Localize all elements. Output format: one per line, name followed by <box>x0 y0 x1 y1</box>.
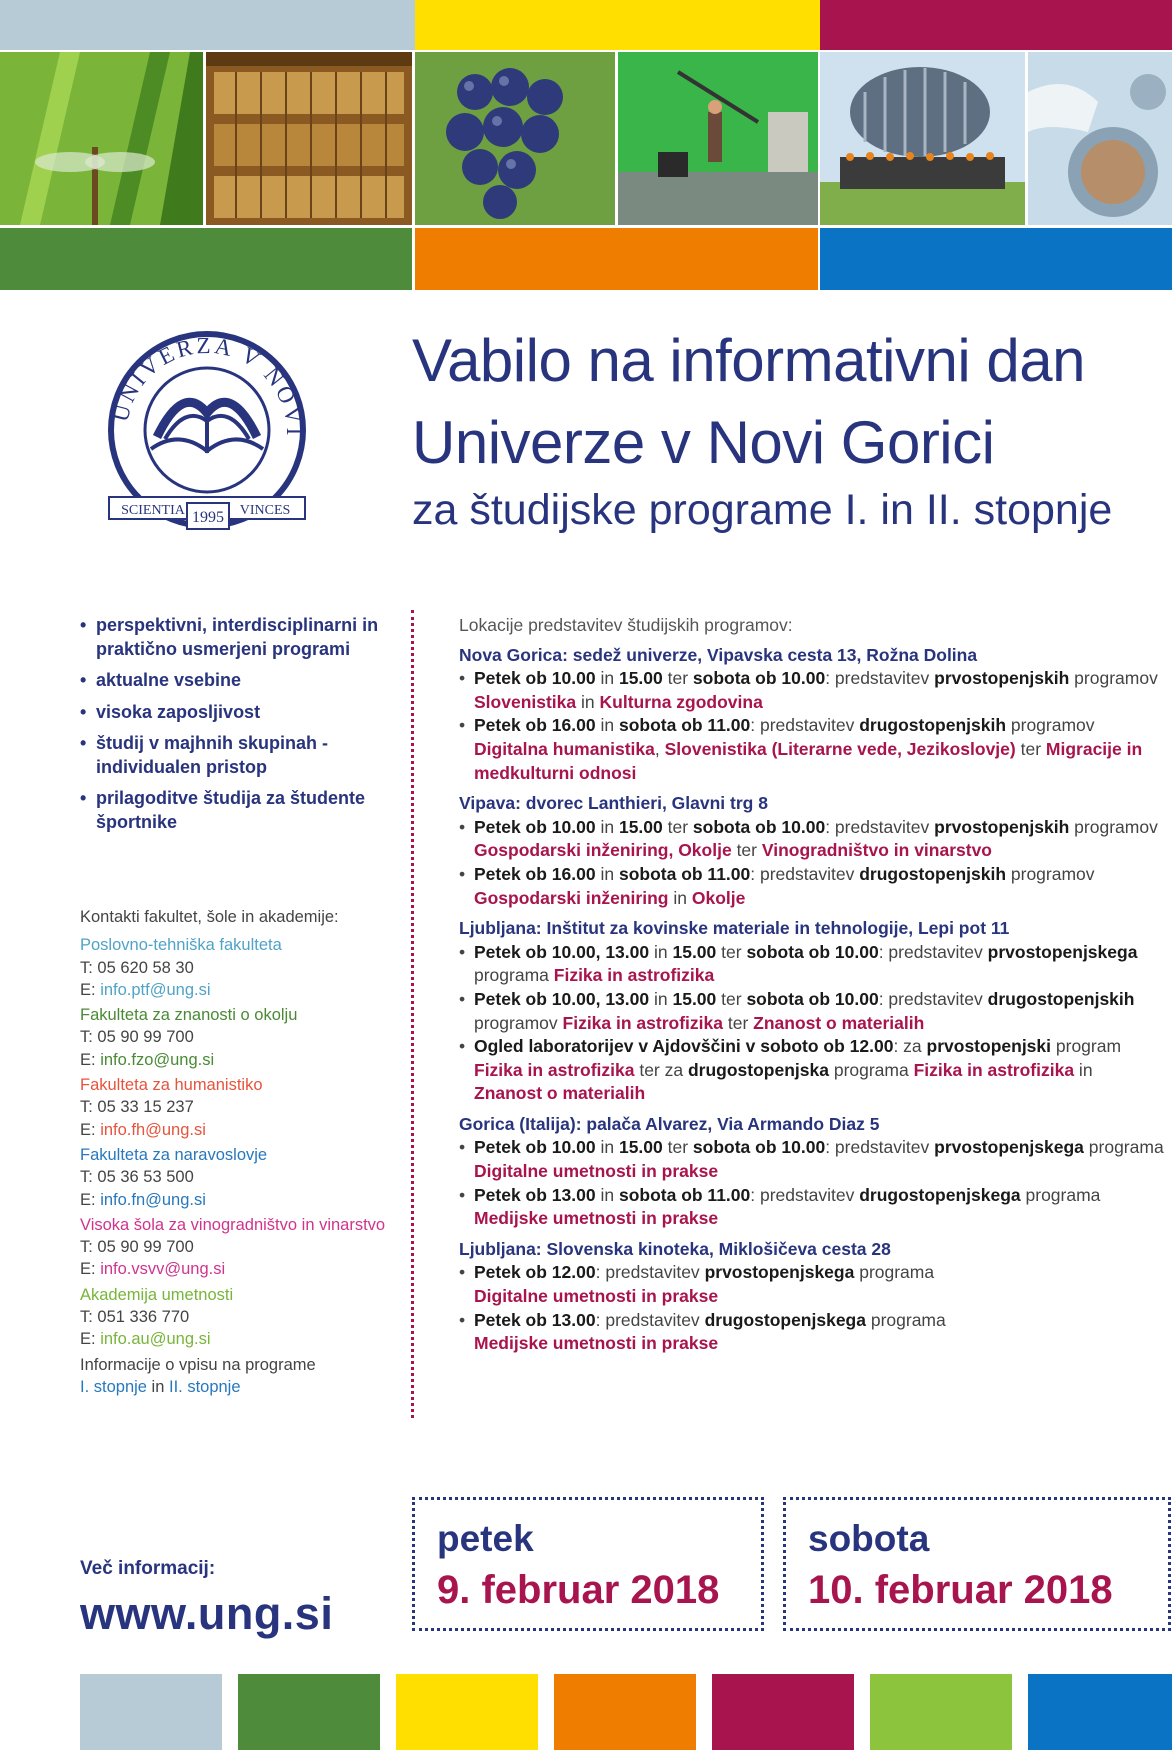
email-label: E: <box>80 1330 101 1349</box>
faculty-name[interactable]: Fakulteta za znanosti o okolju <box>80 1006 298 1025</box>
more-info-label: Več informacij: <box>80 1558 216 1579</box>
date-value: 10. februar 2018 <box>808 1568 1113 1612</box>
bottom-square-light-green <box>870 1674 1012 1750</box>
schedule-item: • Petek ob 13.00 in sobota ob 11.00: predstavitev drugostopenjskega programa Medijske umetnosti in prakse <box>459 1184 1164 1231</box>
email-label: E: <box>80 980 101 999</box>
schedule-item: • Petek ob 16.00 in sobota ob 11.00: predstavitev drugostopenjskih programov Gospodarski inženiring in Okolje <box>459 863 1164 910</box>
location-ljubljana-kinoteka <box>459 1238 1164 1356</box>
faculty-email-link[interactable]: info.fzo@ung.si <box>100 1050 215 1069</box>
location-heading: Nova Gorica: sedež univerze, Vipavska cesta 13, Rožna Dolina <box>459 644 978 665</box>
bottom-square-light-blue <box>80 1674 222 1750</box>
location-heading: Ljubljana: Inštitut za kovinske materiale in tehnologije, Lepi pot 11 <box>459 918 1010 939</box>
schedule-item: • Petek ob 13.00: predstavitev drugostopenjskega programa Medijske umetnosti in prakse <box>459 1309 1164 1356</box>
schedule-item: • Petek ob 10.00, 13.00 in 15.00 ter sobota ob 10.00: predstavitev drugostopenjskih programov Fizika in astrofizika ter Znanost o materialih <box>459 988 1164 1035</box>
faculty-phone: T: 05 90 99 700 <box>80 1028 194 1047</box>
bottom-square-orange <box>554 1674 696 1750</box>
faculty-au <box>80 1284 410 1351</box>
schedule-item: • Petek ob 10.00 in 15.00 ter sobota ob 10.00: predstavitev prvostopenjskih programov Slovenistika in Kulturna zgodovina <box>459 667 1164 714</box>
logo-ring-text: UNIVERZA V NOVI <box>107 332 308 439</box>
locations-intro: Lokacije predstavitev študijskih programov: <box>459 615 793 635</box>
email-label: E: <box>80 1120 101 1139</box>
faculty-phone: T: 05 90 99 700 <box>80 1238 194 1257</box>
faculty-email-link[interactable]: info.ptf@ung.si <box>100 980 211 999</box>
page-title-line2: Univerze v Novi Gorici <box>412 409 995 476</box>
logo-motto-left: SCIENTIA <box>121 503 185 518</box>
enrollment-info <box>80 1354 410 1399</box>
faculty-name[interactable]: Poslovno-tehniška fakulteta <box>80 936 282 955</box>
date-box-friday <box>412 1497 764 1631</box>
contacts-header: Kontakti fakultet, šole in akademije: <box>80 908 339 926</box>
email-label: E: <box>80 1050 101 1069</box>
faculty-ptf <box>80 934 410 1001</box>
faculty-email-link[interactable]: info.au@ung.si <box>100 1330 211 1349</box>
date-day: sobota <box>808 1518 930 1559</box>
photo-laboratory <box>1028 52 1172 225</box>
photo-industrial-group <box>820 52 1025 225</box>
faculty-email-link[interactable]: info.vsvv@ung.si <box>100 1260 226 1279</box>
email-label: E: <box>80 1190 101 1209</box>
feature-item: • visoka zaposljivost <box>80 701 400 725</box>
schedule-item: • Petek ob 10.00 in 15.00 ter sobota ob 10.00: predstavitev prvostopenjskega programa Digitalne umetnosti in prakse <box>459 1136 1164 1183</box>
location-vipava <box>459 792 1164 910</box>
feature-item: • aktualne vsebine <box>80 669 400 693</box>
feature-item: • prilagoditve študija za študente športnike <box>80 787 400 834</box>
faculty-name[interactable]: Akademija umetnosti <box>80 1285 234 1304</box>
photo-grapes <box>415 52 615 225</box>
faculty-email-link[interactable]: info.fh@ung.si <box>100 1120 206 1139</box>
location-gorizia <box>459 1113 1164 1231</box>
faculty-phone: T: 05 620 58 30 <box>80 958 194 977</box>
photo-film-studio <box>618 52 818 225</box>
enrollment-conjunction: in <box>146 1377 169 1396</box>
faculty-fn <box>80 1144 410 1211</box>
faculty-email-link[interactable]: info.fn@ung.si <box>100 1190 206 1209</box>
top-band-light-blue <box>0 0 415 50</box>
page-subtitle: za študijske programe I. in II. stopnje <box>412 486 1113 534</box>
faculty-name[interactable]: Fakulteta za naravoslovje <box>80 1145 268 1164</box>
contacts-section <box>80 906 410 1398</box>
logo-motto-right: VINCES <box>239 503 291 518</box>
feature-item: • perspektivni, interdisciplinarni in praktično usmerjeni programi <box>80 614 400 661</box>
faculty-vsvv <box>80 1214 410 1281</box>
enrollment-text: Informacije o vpisu na programe <box>80 1355 316 1374</box>
email-label: E: <box>80 1260 101 1279</box>
top-band-crimson <box>820 0 1172 50</box>
schedule-item: • Petek ob 12.00: predstavitev prvostopenjskega programa Digitalne umetnosti in prakse <box>459 1261 1164 1308</box>
band-orange <box>415 228 818 290</box>
date-value: 9. februar 2018 <box>437 1568 720 1612</box>
bottom-square-crimson <box>712 1674 854 1750</box>
page-title-line1: Vabilo na informativni dan <box>412 327 1085 394</box>
website-link[interactable]: www.ung.si <box>80 1588 334 1639</box>
feature-list <box>80 614 400 842</box>
date-box-saturday <box>783 1497 1171 1631</box>
schedule-item: • Petek ob 10.00, 13.00 in 15.00 ter sobota ob 10.00: predstavitev prvostopenjskega programa Fizika in astrofizika <box>459 941 1164 988</box>
location-nova-gorica <box>459 644 1164 786</box>
schedule-item: • Petek ob 16.00 in sobota ob 11.00: predstavitev drugostopenjskih programov Digitalna humanistika, Slovenistika (Literarne vede, Jezikoslovje) ter Migracije in medkulturni odnosi <box>459 714 1164 785</box>
enrollment-link-second-cycle[interactable]: II. stopnje <box>168 1377 241 1396</box>
faculty-name[interactable]: Visoka šola za vinogradništvo in vinarstvo <box>80 1215 386 1234</box>
location-heading: Ljubljana: Slovenska kinoteka, Miklošičeva cesta 28 <box>459 1238 891 1259</box>
faculty-phone: T: 051 336 770 <box>80 1308 190 1327</box>
photo-library <box>206 52 412 225</box>
faculty-phone: T: 05 33 15 237 <box>80 1098 194 1117</box>
schedule-item: • Ogled laboratorijev v Ajdovščini v soboto ob 12.00: za prvostopenjski program Fizika in astrofizika ter za drugostopenjska programa Fizika in astrofizika in Znanost o materialih <box>459 1035 1164 1106</box>
university-logo <box>105 325 310 540</box>
location-heading: Gorica (Italija): palača Alvarez, Via Armando Diaz 5 <box>459 1113 880 1134</box>
bottom-square-yellow <box>396 1674 538 1750</box>
feature-item: • študij v majhnih skupinah - individualen pristop <box>80 732 400 779</box>
photo-dragonfly <box>0 52 203 225</box>
location-ljubljana-imt <box>459 917 1164 1106</box>
column-divider <box>411 610 414 1418</box>
faculty-phone: T: 05 36 53 500 <box>80 1168 194 1187</box>
bottom-square-green <box>238 1674 380 1750</box>
band-blue <box>820 228 1172 290</box>
logo-year: 1995 <box>192 509 224 526</box>
top-band-yellow <box>415 0 820 50</box>
schedule-item: • Petek ob 10.00 in 15.00 ter sobota ob 10.00: predstavitev prvostopenjskih programov Gospodarski inženiring, Okolje ter Vinogradništvo in vinarstvo <box>459 816 1164 863</box>
faculty-fzo <box>80 1004 410 1071</box>
band-green <box>0 228 412 290</box>
enrollment-link-first-cycle[interactable]: I. stopnje <box>80 1377 147 1396</box>
location-heading: Vipava: dvorec Lanthieri, Glavni trg 8 <box>459 793 768 814</box>
date-day: petek <box>437 1518 534 1559</box>
faculty-fh <box>80 1074 410 1141</box>
locations-section <box>459 614 1164 1363</box>
bottom-square-blue <box>1028 1674 1172 1750</box>
faculty-name[interactable]: Fakulteta za humanistiko <box>80 1076 263 1095</box>
